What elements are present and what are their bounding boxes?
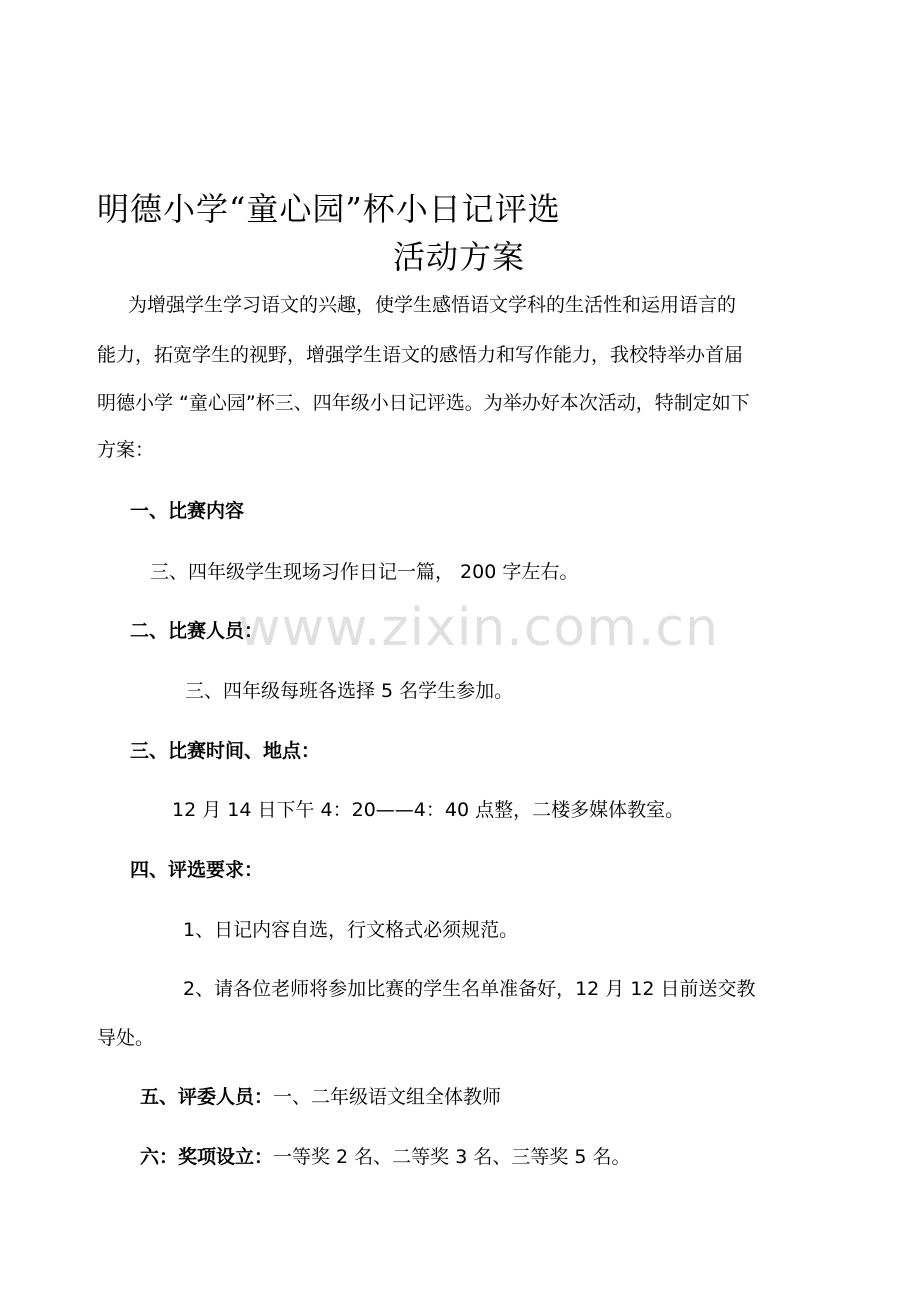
intro-line-4: 方案： [97, 439, 155, 461]
section-awards-text: 一等奖 2 名、二等奖 3 名、三等奖 5 名。 [273, 1146, 631, 1168]
section-time-place-text: 12 月 14 日下午 4：20——4：40 点整，二楼多媒体教室。 [172, 799, 685, 821]
section-requirements-item-2: 2、请各位老师将参加比赛的学生名单准备好，12 月 12 日前送交教 [183, 978, 756, 1000]
section-judges [140, 1088, 501, 1107]
section-requirements-heading: 四、评选要求： [130, 859, 264, 881]
section-judges-heading: 五、评委人员： [140, 1086, 274, 1108]
section-participants-text: 三、四年级每班各选择 5 名学生参加。 [185, 680, 514, 702]
intro-line-3: 明德小学 “童心园”杯三、四年级小日记评选。为举办好本次活动，特制定如下 [97, 392, 750, 414]
section-time-place-heading: 三、比赛时间、地点： [130, 740, 321, 762]
section-judges-text: 一、二年级语文组全体教师 [273, 1086, 502, 1108]
section-participants-heading: 二、比赛人员： [130, 620, 264, 642]
section-content-text: 三、四年级学生现场习作日记一篇， 200 字左右。 [150, 561, 579, 583]
section-awards-heading: 六：奖项设立： [140, 1146, 274, 1168]
section-requirements-item-2-continued: 导处。 [97, 1027, 155, 1049]
document-subtitle: 活动方案 [393, 238, 526, 276]
watermark: www.zixin.com.cn [238, 598, 719, 658]
section-requirements-item-1: 1、日记内容自选，行文格式必须规范。 [183, 919, 519, 941]
section-awards [140, 1148, 631, 1167]
document-title: 明德小学“童心园”杯小日记评选 [97, 190, 561, 228]
intro-line-1: 为增强学生学习语文的兴趣，使学生感悟语文学科的生活性和运用语言的 [128, 294, 737, 316]
intro-line-2: 能力，拓宽学生的视野，增强学生语文的感悟力和写作能力，我校特举办首届 [97, 344, 744, 366]
section-content-heading: 一、比赛内容 [130, 500, 245, 522]
